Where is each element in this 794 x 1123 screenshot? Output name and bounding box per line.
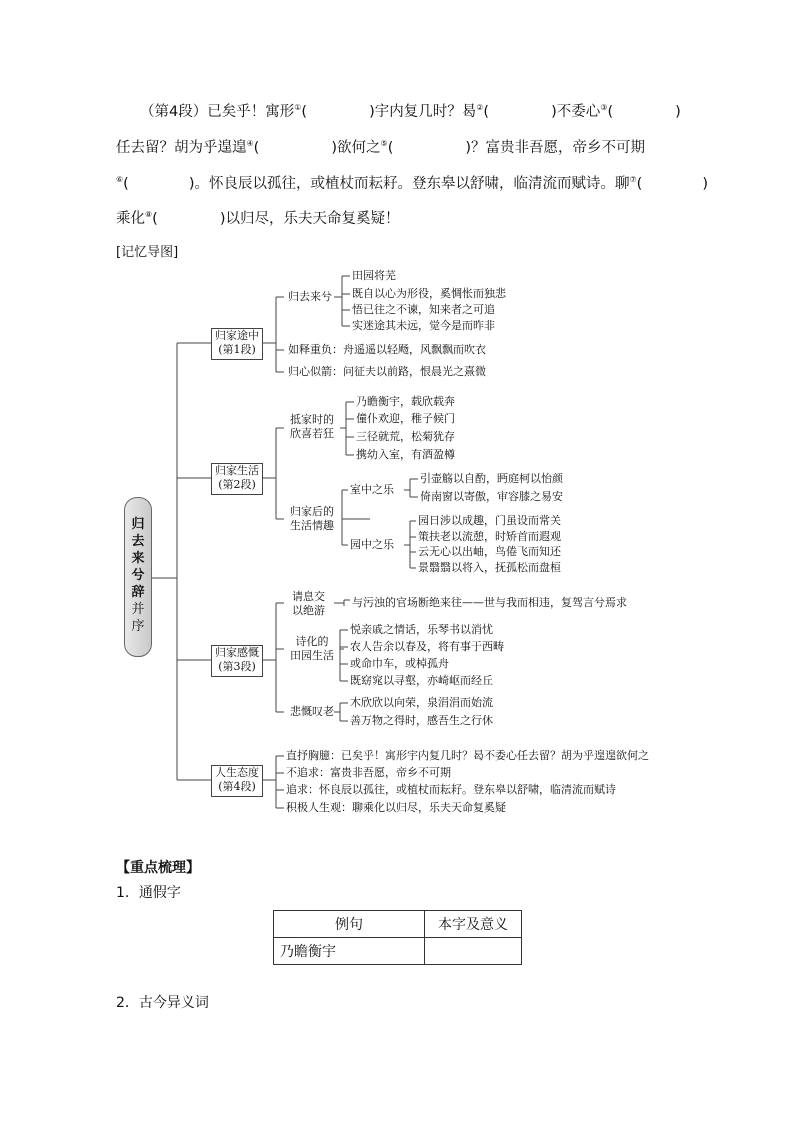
s3-item: 或命巾车，或棹孤舟 bbox=[350, 657, 449, 670]
s2-room: 室中之乐 bbox=[350, 483, 394, 496]
s2-garden-item: 云无心以出岫，鸟倦飞而知还 bbox=[418, 545, 561, 558]
memory-map-label: [记忆导图] bbox=[116, 245, 179, 260]
key-points-item-2: 2．古今异义词 bbox=[116, 995, 209, 1011]
passage-line-3: ⑥( )。怀良辰以孤往，或植杖而耘耔。登东皋以舒啸，临清流而赋诗。聊⑦( ) bbox=[116, 175, 709, 192]
s3-item: 与污浊的官场断绝来往——世与我而相违，复驾言兮焉求 bbox=[352, 596, 627, 609]
table-header: 本字及意义 bbox=[425, 911, 522, 938]
s2-garden-item: 策扶老以流憩，时矫首而遐观 bbox=[418, 530, 561, 543]
s2-item: 僮仆欢迎，稚子候门 bbox=[356, 412, 455, 425]
section-box-1: 归家途中 (第1段) bbox=[211, 328, 263, 360]
s2-item: 三径就荒，松菊犹存 bbox=[356, 430, 455, 443]
s1-item: 悟已往之不谏，知来者之可追 bbox=[352, 303, 495, 316]
s2-room-item: 引壶觞以自酌，眄庭柯以怡颜 bbox=[420, 472, 563, 485]
mind-map-root: 归 去 来 兮 辞 并 序 bbox=[124, 497, 152, 657]
key-points-item-1: 1．通假字 bbox=[116, 885, 181, 901]
table-cell bbox=[425, 938, 522, 965]
s2-garden-item: 园日涉以成趣，门虽设而常关 bbox=[418, 514, 561, 527]
s3-branch-2: 诗化的 田园生活 bbox=[290, 635, 334, 662]
s1-item: 田园将芜 bbox=[352, 269, 396, 282]
s2-garden: 园中之乐 bbox=[350, 538, 394, 551]
s3-item: 既窈窕以寻壑，亦崎岖而经丘 bbox=[350, 674, 493, 687]
s1-branch-2: 如释重负：舟遥遥以轻飏，风飘飘而吹衣 bbox=[288, 343, 486, 356]
s2-item: 携幼入室，有酒盈樽 bbox=[356, 448, 455, 461]
s3-item: 木欣欣以向荣，泉涓涓而始流 bbox=[350, 696, 493, 709]
tongjia-table bbox=[273, 910, 522, 965]
table-cell: 乃瞻衡宇 bbox=[274, 938, 425, 965]
table-header: 例句 bbox=[274, 911, 425, 938]
s1-item: 既自以心为形役，奚惆怅而独悲 bbox=[352, 287, 506, 300]
s4-item: 直抒胸臆：已矣乎！寓形宇内复几时？曷不委心任去留？胡为乎遑遑欲何之 bbox=[286, 749, 649, 762]
s4-item: 不追求：富贵非吾愿，帝乡不可期 bbox=[286, 766, 451, 779]
s3-branch-1: 请息交 以绝游 bbox=[292, 590, 325, 617]
section-box-3: 归家感慨 (第3段) bbox=[211, 645, 263, 677]
s1-branch-3: 归心似箭：问征夫以前路，恨晨光之熹微 bbox=[288, 365, 486, 378]
s3-branch-3: 悲慨叹老 bbox=[290, 705, 334, 718]
s3-item: 善万物之得时，感吾生之行休 bbox=[350, 714, 493, 727]
s2-item: 乃瞻衡宇，载欣载奔 bbox=[356, 395, 455, 408]
table-row bbox=[274, 938, 522, 965]
key-points-heading: 【重点梳理】 bbox=[116, 860, 200, 876]
s4-item: 追求：怀良辰以孤往，或植杖而耘耔。登东皋以舒啸，临清流而赋诗 bbox=[286, 783, 616, 796]
s2-room-item: 倚南窗以寄傲，审容膝之易安 bbox=[420, 490, 563, 503]
s3-item: 悦亲戚之情话，乐琴书以消忧 bbox=[350, 623, 493, 636]
s1-branch-1: 归去来兮 bbox=[288, 290, 332, 303]
s3-item: 农人告余以春及，将有事于西畴 bbox=[350, 640, 504, 653]
s2-branch-1: 抵家时的 欣喜若狂 bbox=[290, 413, 334, 440]
s2-garden-item: 景翳翳以将入，抚孤松而盘桓 bbox=[418, 561, 561, 574]
passage-line-2: 任去留？胡为乎遑遑④( )欲何之⑤( )？富贵非吾愿，帝乡不可期 bbox=[116, 139, 646, 156]
s4-item: 积极人生观：聊乘化以归尽，乐夫天命复奚疑 bbox=[286, 801, 506, 814]
section-box-2: 归家生活 (第2段) bbox=[211, 463, 263, 495]
s1-item: 实迷途其未远，觉今是而昨非 bbox=[352, 319, 495, 332]
passage-line-4: 乘化⑧( )以归尽，乐夫天命复奚疑！ bbox=[116, 210, 400, 227]
section-box-4: 人生态度 (第4段) bbox=[211, 765, 263, 797]
s2-branch-2: 归家后的 生活情趣 bbox=[290, 505, 334, 532]
passage-line-1: （第4段）已矣乎！寓形①( )宇内复几时？曷②( )不委心③( ) bbox=[140, 103, 681, 120]
